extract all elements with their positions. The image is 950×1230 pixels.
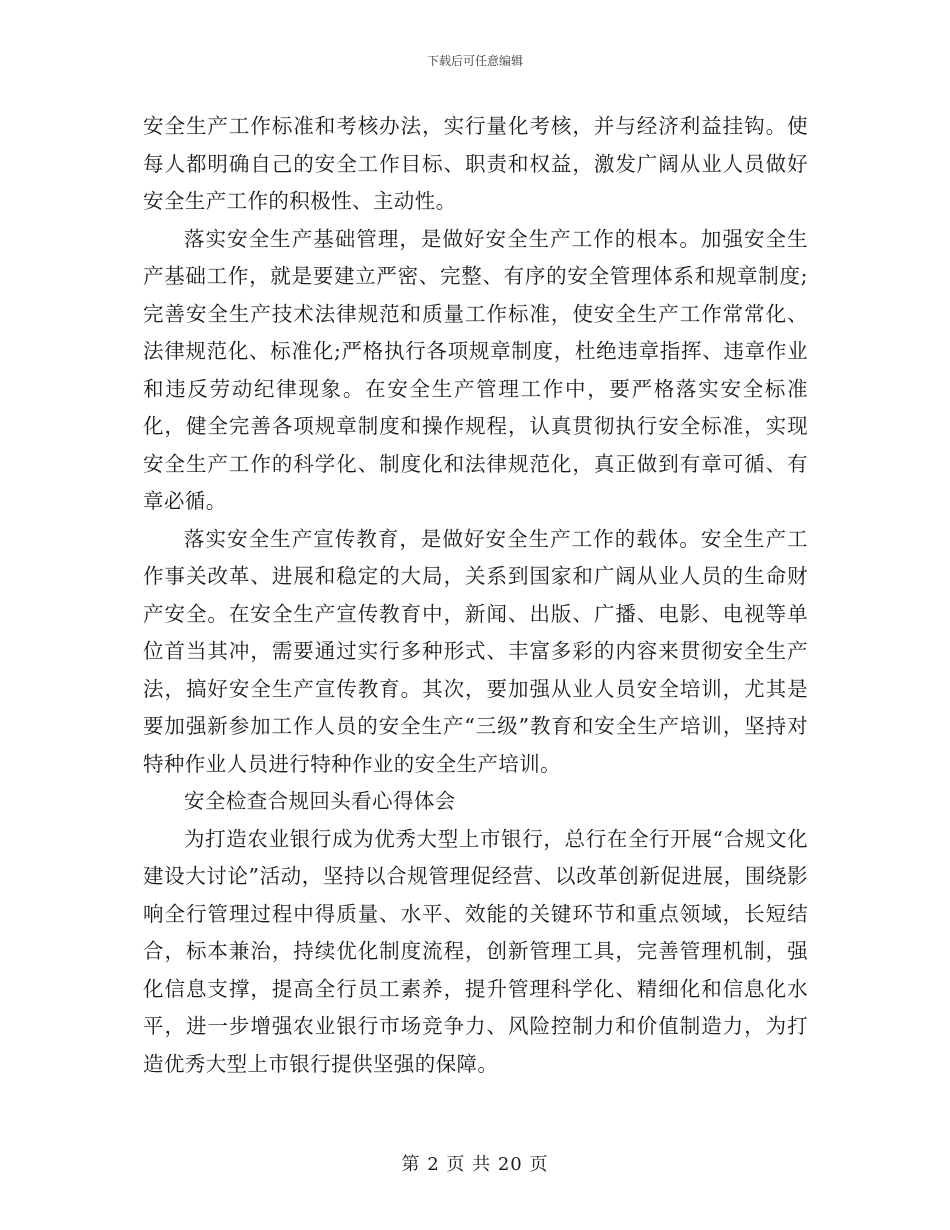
paragraph: 为打造农业银行成为优秀大型上市银行，总行在全行开展“合规文化建设大讨论”活动，坚持以合规管理促经营、以改革创新促进展，围绕影响全行管理过程中得质量、水平、效能的关键环节和重点领域，长短结合，标本兼治，持续优化制度流程，创新管理工具，完善管理机制，强化信息支撑，提高全行员工素养，提升管理科学化、精细化和信息化水平，进一步增强农业银行市场竞争力、风险控制力和价值制造力，为打造优秀大型上市银行提供坚强的保障。 [143, 826, 808, 1076]
document-body [143, 108, 808, 1083]
section-heading: 安全检查合规回头看心得体会 [184, 789, 456, 813]
paragraph: 落实安全生产宣传教育，是做好安全生产工作的载体。安全生产工作事关改革、进展和稳定的大局，关系到国家和广阔从业人员的生命财产安全。在安全生产宣传教育中，新闻、出版、广播、电影、电视等单位首当其冲，需要通过实行多种形式、丰富多彩的内容来贯彻安全生产法，搞好安全生产宣传教育。其次，要加强从业人员安全培训，尤其是要加强新参加工作人员的安全生产“三级”教育和安全生产培训，坚持对特种作业人员进行特种作业的安全生产培训。 [143, 526, 808, 776]
paragraph: 安全生产工作标准和考核办法，实行量化考核，并与经济利益挂钩。使每人都明确自己的安全工作目标、职责和权益，激发广阔从业人员做好安全生产工作的积极性、主动性。 [143, 114, 808, 213]
page-number: 第 2 页 共 20 页 [401, 1154, 549, 1175]
page-header: 下载后可任意编辑 [426, 54, 523, 68]
paragraph: 落实安全生产基础管理，是做好安全生产工作的根本。加强安全生产基础工作，就是要建立严密、完整、有序的安全管理体系和规章制度;完善安全生产技术法律规范和质量工作标准，使安全生产工作常常化、法律规范化、标准化;严格执行各项规章制度，杜绝违章指挥、违章作业和违反劳动纪律现象。在安全生产管理工作中，要严格落实安全标准化，健全完善各项规章制度和操作规程，认真贯彻执行安全标准，实现安全生产工作的科学化、制度化和法律规范化，真正做到有章可循、有章必循。 [143, 226, 808, 513]
